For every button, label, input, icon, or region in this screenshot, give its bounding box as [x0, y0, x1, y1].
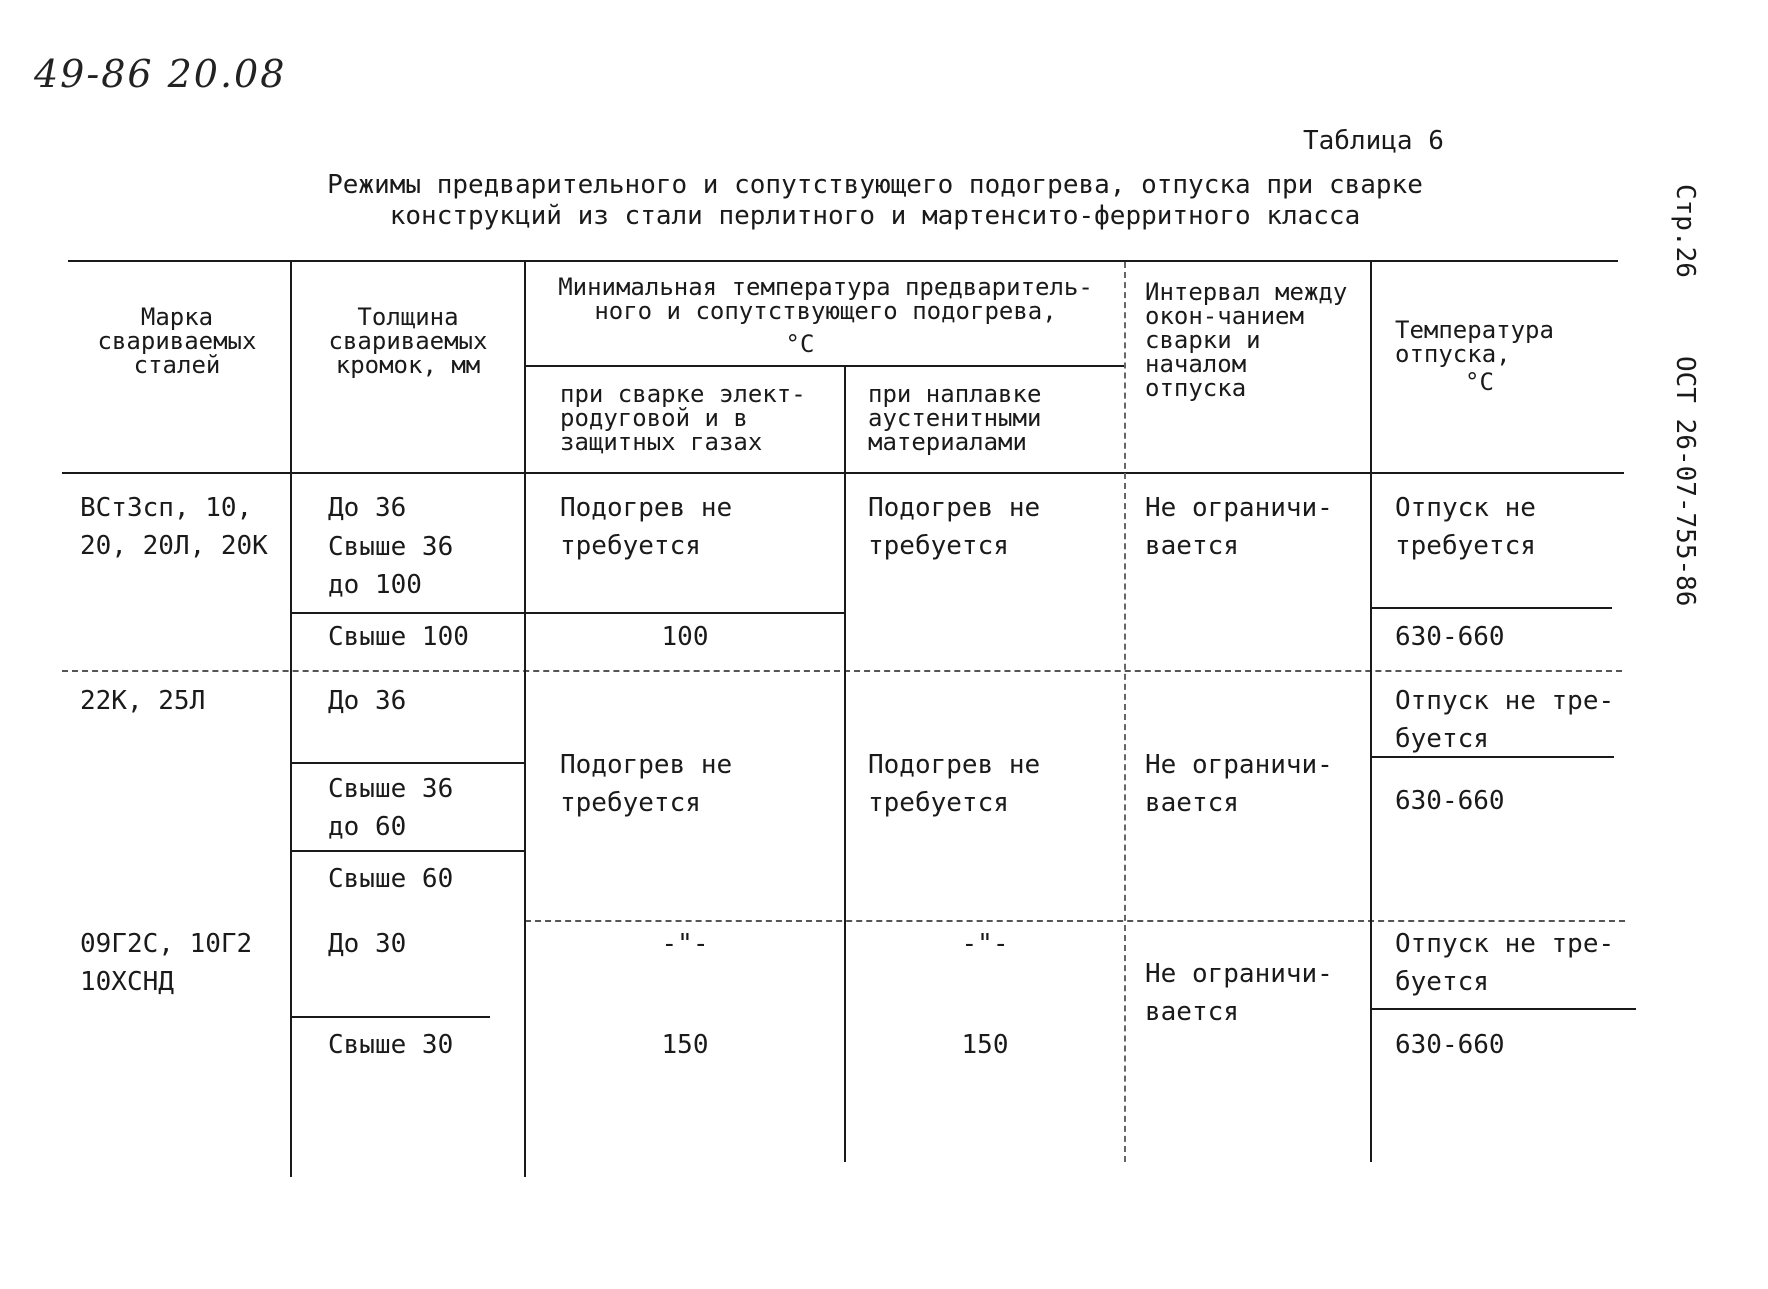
page-label: Стр.26	[1670, 184, 1700, 278]
group-divider	[525, 920, 1625, 922]
header-tempering-temperature: Температура отпуска,	[1395, 316, 1554, 368]
column-rule	[1370, 262, 1372, 1162]
tempering-cell: Отпуск не требуется	[1395, 493, 1536, 561]
column-rule	[1124, 262, 1126, 1162]
steel-grade-cell: 22К, 25Л	[80, 686, 206, 716]
row-rule	[1372, 607, 1612, 609]
thickness-cell: Свыше 36 до 100	[328, 532, 454, 600]
austenitic-temperature-cell: Подогрев не требуется	[868, 750, 1041, 818]
thickness-cell: Свыше 36 до 60	[328, 774, 454, 842]
thickness-cell: Свыше 30	[328, 1030, 454, 1060]
interval-cell: Не ограничи-вается	[1145, 750, 1333, 818]
column-rule	[290, 262, 292, 1177]
header-steel-grade: Марка свариваемых сталей	[97, 303, 257, 379]
thickness-cell: До 30	[328, 929, 407, 959]
austenitic-temperature-cell: 150	[961, 1030, 1009, 1060]
arc-temperature-cell: 150	[661, 1030, 709, 1060]
arc-temperature-cell: -"-	[661, 929, 709, 959]
tempering-cell: 630-660	[1395, 1030, 1505, 1060]
subheader-rule	[525, 365, 1125, 367]
table-number: Таблица 6	[1303, 126, 1444, 156]
header-min-temperature: Минимальная температура предваритель-ного и сопутствующего подогрева,	[558, 273, 1093, 325]
table-top-rule	[68, 260, 1618, 262]
thickness-cell: Свыше 60	[328, 864, 454, 894]
tempering-cell: Отпуск не тре-буется	[1395, 686, 1615, 754]
header-interval: Интервал между окон-чанием сварки и началом отпуска	[1145, 278, 1348, 402]
steel-grade-cell: 09Г2С, 10Г2 10ХСНД	[80, 929, 253, 997]
doc-code: ОСТ 26-07-755-86	[1670, 356, 1700, 607]
handwritten-note: 49-86 20.08	[34, 52, 287, 96]
row-rule	[290, 612, 845, 614]
header-austenitic-cladding: при наплавке аустенитными материалами	[868, 380, 1042, 456]
row-rule	[290, 850, 525, 852]
thickness-cell: До 36	[328, 493, 407, 523]
row-rule	[290, 762, 525, 764]
thickness-cell: Свыше 100	[328, 622, 469, 652]
group-divider	[62, 670, 1622, 672]
austenitic-temperature-cell: -"-	[961, 929, 1009, 959]
interval-cell: Не ограничи-вается	[1145, 493, 1333, 561]
thickness-cell: До 36	[328, 686, 407, 716]
steel-grade-cell: ВСт3сп, 10, 20, 20Л, 20К	[80, 493, 268, 561]
row-rule	[290, 1016, 490, 1018]
arc-temperature-cell: Подогрев не требуется	[560, 750, 733, 818]
tempering-cell: Отпуск не тре-буется	[1395, 929, 1615, 997]
header-tempering-unit: °С	[1465, 368, 1494, 396]
header-bottom-rule	[62, 472, 1624, 474]
header-arc-welding: при сварке элект-родуговой и в защитных газах	[560, 380, 806, 456]
tempering-cell: 630-660	[1395, 622, 1505, 652]
header-min-temperature-unit: °С	[785, 330, 815, 358]
table-title: Режимы предварительного и сопутствующего подогрева, отпуска при сварке конструкций из стали перлитного и мартенсито-ферритного класса	[327, 170, 1423, 231]
arc-temperature-cell: Подогрев не требуется	[560, 493, 733, 561]
tempering-cell: 630-660	[1395, 786, 1505, 816]
interval-cell: Не ограничи-вается	[1145, 959, 1333, 1027]
austenitic-temperature-cell: Подогрев не требуется	[868, 493, 1041, 561]
row-rule	[1372, 1008, 1636, 1010]
header-thickness: Толщина свариваемых кромок, мм	[328, 303, 488, 379]
arc-temperature-cell: 100	[661, 622, 709, 652]
